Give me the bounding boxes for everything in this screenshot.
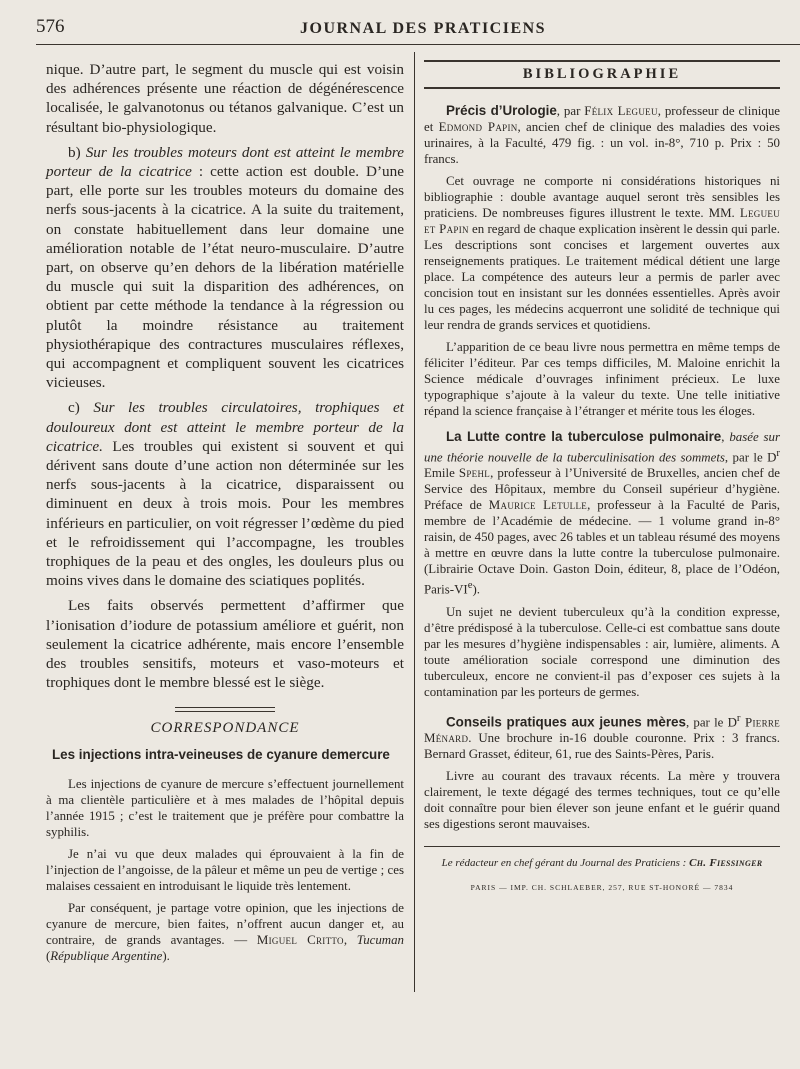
editor-line-separator: : <box>679 856 690 869</box>
bibliographie-title: BIBLIOGRAPHIE <box>424 60 780 89</box>
book-1-review-1-authors: Legueu et Papin <box>424 206 780 236</box>
book-3-details: . Une brochure in-16 double couronne. Prix : 3 francs. Bernard Grasset, éditeur, 61, rue des Saints-Pères, Paris. <box>424 730 780 761</box>
book-3-title: Conseils pratiques aux jeunes mères <box>446 713 686 729</box>
book-1-review-1 <box>424 173 780 333</box>
footer-rule <box>424 846 780 847</box>
left-column <box>46 60 404 964</box>
paragraph-b <box>46 143 404 393</box>
signature-paren-open: ( <box>46 948 51 963</box>
book-1-title: Précis d’Urologie <box>446 103 557 118</box>
column-divider <box>414 52 415 992</box>
book-1-review-1-rest: en regard de chaque explication insèrent le dessin qui parle. Les descriptions sont concises et largement ouvertes aux renseignements pratiques. Le traitement médical détient une large place. La compétence des auteurs leur a permis de parler avec concision tout en insistant sur les données essentielles. Après avoir lu ces pages, les médecins acquerront une solidité de technique qui leur rendra de grands services et quotidiens. <box>424 222 780 332</box>
header-rule <box>36 44 800 45</box>
book-2-by-sup: r <box>776 447 780 459</box>
book-1-author-1-role: , professeur de clinique et <box>424 104 780 134</box>
correspondance-paragraph-3 <box>46 900 404 964</box>
signature-place: Tucuman <box>356 932 405 947</box>
page-header <box>0 16 800 46</box>
book-1-entry <box>424 103 780 167</box>
book-1-by: , par <box>556 104 585 118</box>
book-3-author: Pierre Ménard <box>424 714 780 745</box>
editor-line <box>424 857 780 869</box>
correspondance-title: CORRESPONDANCE <box>150 719 300 736</box>
book-3-entry <box>424 710 780 762</box>
signature-country: République Argentine <box>50 948 163 963</box>
book-1-author-1: Félix Legueu <box>584 104 658 118</box>
book-2-review: Un sujet ne devient tuberculeux qu’à la condition expresse, d’être prédisposé à la tuberculose. Celle-ci est combattue sans doute par les mesures d’hygiène indispensables : air, lumière, aliments. A toute amélioration sociale correspond une diminution des tuberculeux, encore ne convient-il pas d’exposer ces sujets à la contamination par les porteurs de germes. <box>424 604 780 699</box>
book-1-review-2: L’apparition de ce beau livre nous permettra en même temps de féliciter l’éditeur. Par ces temps difficiles, M. Maloine enrichit la Science médicale d’ouvrages infiniment précieux. Le luxe typographique s’ajoute à la valeur du texte. Une telle initiative répand la science française à l’étranger et mérite tous les éloges. <box>424 340 780 418</box>
paragraph-b-heading: Sur les troubles moteurs dont est atteint le membre porteur de la cicatrice <box>46 143 405 181</box>
correspondance-paragraph-3-text: Par conséquent, je partage votre opinion, que les injections de cyanure de mercure, bien faites, n’offrent aucun danger et, au contraire, de grands avantages. — <box>46 900 404 947</box>
book-2-preface-author: Maurice Letulle <box>488 498 588 513</box>
paragraph-c-text: Les troubles qui existent si souvent et qui dérivent sans doute d’une action non déterminée sur les nerfs sous-jacents à la cicatrice, disparaissent ou diminuent en deux à trois mois. Pour les membres inférieurs en particulier, on voit régresser l’œdème du pied et le refroidissement qui l’accompagne, les troubles trophiques de la peau et des ongles, les douleurs plus ou moins vives dans le domaine des sciatiques poplités. <box>46 437 404 590</box>
book-3-by: , par le D <box>685 714 737 729</box>
book-1-review-1-text: Cet ouvrage ne comporte ni considérations historiques ni bibliographie : double avantage auquel seront très sensibles les praticiens. De nombreuses figures illustrent le texte. MM. <box>424 174 780 220</box>
right-column <box>424 60 780 892</box>
book-2-author-details: , professeur à l’Université de Bruxelles, ancien chef de Service des Hôpitaux, membre du Conseil supérieur d’hygiène. Préface de <box>424 466 780 513</box>
paragraph-c-heading: Sur les troubles circulatoires, trophiques et douloureux dont est atteint le membre porteur de la cicatrice. <box>46 399 404 455</box>
paragraph-b-text: : cette action est double. D’une part, elle porte sur les troubles moteurs du domaine des nerfs sous-jacents à la cicatrice. A la suite du traitement, on constate habituellement dans leur domaine une amélioration notable de l’état neuro-musculaire. D’autre part, on observe qu’en dehors de la libération matérielle du muscle qui suit la disparition des adhérences, on obtient par cette méthode la tendance à la régression ou plutôt la moindre résistance au traitement physiothérapique des contractures musculaires réflexes, qui accompagnent et compliquent souvent les cicatrices vicieuses. <box>46 163 404 392</box>
editor-line-prefix: Le rédacteur en chef gérant du <box>441 856 581 869</box>
signature-separator: , <box>343 932 357 947</box>
book-2-details-sup: e <box>467 579 473 592</box>
signature-name: Miguel Critto <box>256 932 344 947</box>
book-3-review: Livre au courant des travaux récents. La mère y trouvera clairement, le texte dégagé des termes techniques, tout ce qu’elle doit connaître pour bien élever son jeune enfant et le guérir quand ses digestions seront mauvaises. <box>424 768 780 831</box>
book-2-details-end: ). <box>472 582 480 597</box>
book-2-author: Spehl <box>458 466 491 481</box>
section-separator <box>175 707 275 712</box>
page-number: 576 <box>36 16 65 37</box>
printer-line: PARIS — IMP. CH. SCHLAEBER, 257, RUE ST-HONORÉ — 7834 <box>470 882 734 892</box>
book-2-comma: , <box>721 430 730 444</box>
book-2-subtitle: basée sur une théorie nouvelle de la tuberculinisation des sommets <box>424 430 780 465</box>
paragraph-c-marker: c) <box>68 399 80 417</box>
book-2-by: , par le D <box>724 450 777 465</box>
correspondance-heading: Les injections intra-veineuses de cyanure demercure <box>52 746 390 762</box>
paragraph-intro: nique. D’autre part, le segment du muscle qui est voisin des adhérences présente une réaction de dégénérescence localisée, le galvanotonus ou tétanos galvanique. C’est un résultant bio-physiologique. <box>46 61 404 136</box>
paragraph-c <box>46 398 404 590</box>
paragraph-conclusion: Les faits observés permettent d’affirmer que l’ionisation d’iodure de potassium améliore et guérit, non seulement la cicatrice adhérente, mais encore l’ensemble des troubles sensitifs, moteurs et vaso-moteurs et trophiques dont le membre blessé est le siège. <box>46 597 404 692</box>
book-1-details: , ancien chef de clinique des maladies des voies urinaires, à la Faculté, 479 fig. : un vol. in-8°, 710 p. Prix : 50 francs. <box>424 120 781 166</box>
book-2-details: , professeur à la Faculté de Paris, membre de l’Académie de médecine. — 1 volume grand in-8° raisin, de 450 pages, avec 26 tables et un tableau résumé des moyens à mettre en œuvre dans la lutte contre la tuberculose pulmonaire. (Librairie Octave Doin. Gaston Doin, éditeur, 8, place de l’Odéon, Paris-VI <box>424 498 780 597</box>
book-3-by-sup: r <box>736 711 741 724</box>
editor-line-journal: Journal des Praticiens <box>580 856 680 869</box>
book-2-title: La Lutte contre la tuberculose pulmonaire <box>446 429 722 444</box>
book-2-entry <box>424 429 780 598</box>
correspondance-paragraph-2: Je n’ai vu que deux malades qui éprouvaient à la fin de l’injection de l’angoisse, de la pâleur et même un peu de vertige ; ces malaises cessaient en introduisant le liquide très lentement. <box>46 846 404 893</box>
book-1-author-2: Edmond Papin <box>438 120 518 134</box>
signature-paren-close: ). <box>162 948 170 963</box>
paragraph-b-marker: b) <box>68 143 81 161</box>
editor-name: Ch. Fiessinger <box>689 856 763 869</box>
journal-title: JOURNAL DES PRATICIENS <box>300 20 547 37</box>
correspondance-paragraph-1: Les injections de cyanure de mercure s’effectuent journellement à ma clientèle particulière et à mes malades de l’hôpital depuis l’année 1915 ; c’est le traitement que je préfère pour combattre la syphilis. <box>46 776 404 839</box>
book-2-author-first: Emile <box>424 466 459 481</box>
